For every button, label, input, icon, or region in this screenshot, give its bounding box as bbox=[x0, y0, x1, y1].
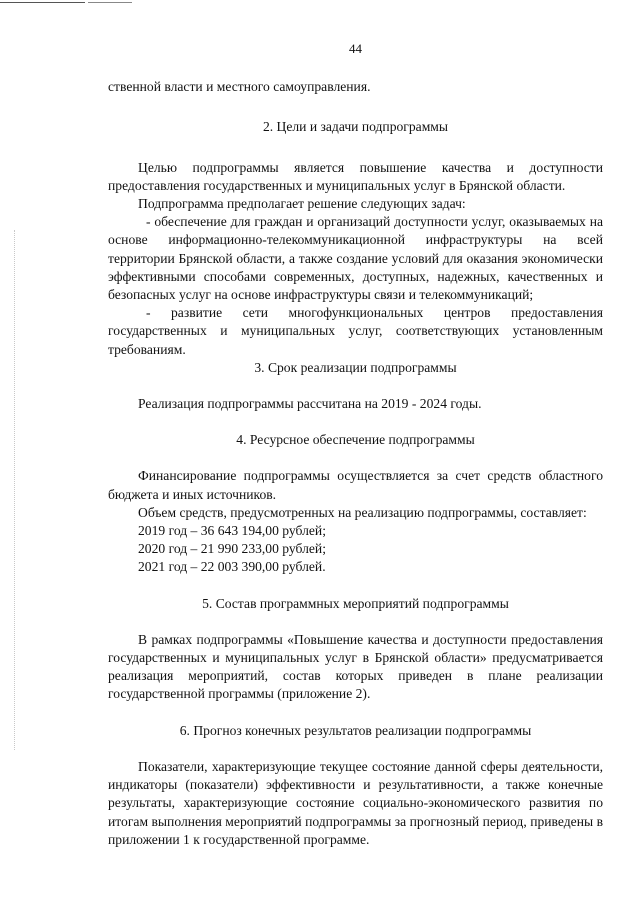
binding-margin-marks bbox=[14, 230, 16, 750]
section-5-paragraph: В рамках подпрограммы «Повышение качества и доступности предоставления государственных и муниципальных услуг в Брянской области» предусматривается реализация мероприятий, состав которых приведен в плане реализации государственной программы (приложение 2). bbox=[108, 631, 603, 702]
section-3-heading: 3. Срок реализации подпрограммы bbox=[254, 359, 457, 375]
section-2-task-1: - обеспечение для граждан и организаций доступности услуг, оказываемых на основе информационно-телекоммуникационной инфраструктуры на всей территории Брянской области, а также создание условий для оказания экономически эффективными способами современных, доступных, надежных, качественных и безопасных услуг на основе инфраструктуры связи и телекоммуникаций; bbox=[108, 214, 603, 303]
section-2-paragraph-2: Подпрограмма предполагает решение следующих задач: bbox=[138, 196, 466, 212]
section-5-heading: 5. Состав программных мероприятий подпрограммы bbox=[202, 595, 509, 611]
funding-year-2019: 2019 год – 36 643 194,00 рублей; bbox=[138, 523, 326, 539]
top-edge-line bbox=[0, 2, 85, 3]
intro-line: ственной власти и местного самоуправления. bbox=[108, 79, 371, 95]
section-6-heading: 6. Прогноз конечных результатов реализации подпрограммы bbox=[179, 722, 532, 738]
section-2-paragraph-1: Целью подпрограммы является повышение качества и доступности предоставления государственных и муниципальных услуг в Брянской области. bbox=[108, 159, 603, 193]
section-3-paragraph: Реализация подпрограммы рассчитана на 2019 - 2024 годы. bbox=[138, 396, 482, 412]
funding-year-2020: 2020 год – 21 990 233,00 рублей; bbox=[138, 541, 326, 557]
section-4-paragraph-1: Финансирование подпрограммы осуществляется за счет средств областного бюджета и иных источников. bbox=[108, 468, 603, 502]
section-6-paragraph: Показатели, характеризующие текущее состояние данной сферы деятельности, индикаторы (показатели) эффективности и результативности, а также конечные результаты, характеризующие состояние социально-экономического развития по итогам выполнения мероприятий подпрограммы за прогнозный период, приведены в приложении 1 к государственной программе. bbox=[108, 758, 603, 847]
section-2-task-2: - развитие сети многофункциональных центров предоставления государственных и муниципальных услуг, соответствующих установленным требованиям. bbox=[108, 305, 603, 357]
funding-year-2021: 2021 год – 22 003 390,00 рублей. bbox=[138, 559, 326, 575]
page-number: 44 bbox=[349, 41, 362, 56]
section-2-heading: 2. Цели и задачи подпрограммы bbox=[262, 119, 449, 135]
section-4-heading: 4. Ресурсное обеспечение подпрограммы bbox=[236, 432, 475, 448]
document-page bbox=[108, 40, 603, 849]
top-edge-line-short bbox=[88, 2, 132, 3]
section-4-paragraph-2: Объем средств, предусмотренных на реализацию подпрограммы, составляет: bbox=[138, 504, 587, 520]
